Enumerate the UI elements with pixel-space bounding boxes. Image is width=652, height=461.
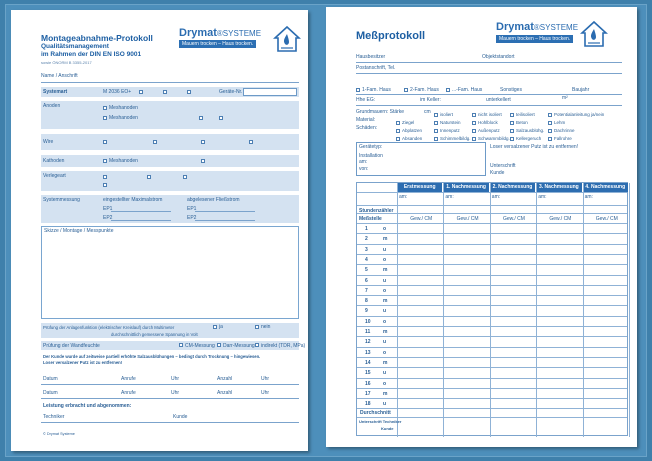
row-position: o	[383, 349, 387, 356]
material-checkbox-2[interactable]	[510, 113, 514, 117]
label-schaeden: Schäden:	[356, 125, 378, 131]
label-darr-messung: Darr-Messung	[223, 343, 255, 349]
row-number: 9	[365, 308, 368, 315]
col-am-3: am:	[538, 194, 547, 200]
anoden-checkbox-2[interactable]	[103, 116, 107, 120]
table-header-line	[357, 213, 627, 214]
label-kunde-row: Kunde	[381, 426, 394, 432]
table-row	[357, 316, 627, 317]
fam2-checkbox[interactable]	[404, 88, 408, 92]
table-row	[357, 244, 627, 245]
anoden-checkbox-1[interactable]	[103, 106, 107, 110]
material-label-15: Schimmelbildg.	[440, 136, 471, 141]
material-label-17: Kellergeruch	[516, 136, 542, 141]
material-checkbox-9[interactable]	[396, 129, 400, 133]
material-checkbox-11[interactable]	[472, 129, 476, 133]
label-opt2: 2-Fam. Haus	[410, 87, 439, 93]
label-hausbesitzer: Hausbesitzer	[356, 54, 386, 60]
table-header-line	[357, 205, 627, 206]
table-row	[357, 398, 627, 399]
row-position: u	[383, 277, 387, 284]
label-hoehe-eg: Hhe EG:	[356, 97, 376, 103]
datum-line-2	[41, 398, 299, 399]
kunde-hinweis-2: Loser versalzener Putz ist zu entfernen!	[43, 360, 123, 365]
right-logo-brand: Drymat	[496, 21, 534, 33]
right-logo	[496, 21, 578, 33]
left-title: Montageabnahme-Protokoll	[41, 33, 153, 43]
label-kunde-left: Kunde	[173, 414, 188, 420]
measurement-table	[356, 182, 628, 436]
left-logo-slogan: Mauern trocken – Haus trocken.	[179, 40, 256, 48]
material-label-11: Außenputz	[478, 128, 500, 133]
kathoden-checkbox-1[interactable]	[103, 159, 107, 163]
table-row	[357, 275, 627, 276]
material-label-10: Innenputz	[440, 128, 460, 133]
left-logo-systeme: ®SYSTEME	[216, 29, 262, 38]
wire-checkbox-3[interactable]	[201, 140, 205, 144]
label-durchschnitt: durchschnittlich gemessene Spannung in Volt	[111, 332, 198, 337]
label-meshanoden-2: Meshanoden	[109, 115, 138, 121]
label-techniker: Techniker	[43, 414, 65, 420]
col-gewcm-4: Gew./ CM	[595, 216, 618, 222]
material-label-0: isoliert	[440, 112, 454, 117]
label-m2: m²	[562, 95, 568, 101]
verlegeart-checkbox-4[interactable]	[103, 183, 107, 187]
row-position: o	[383, 380, 387, 387]
kathoden-checkbox-2[interactable]	[201, 159, 205, 163]
skizze-box[interactable]	[41, 226, 299, 319]
row-number: 18	[365, 401, 371, 408]
label-ep2-left: EP2	[103, 215, 113, 221]
row-number: 13	[365, 349, 371, 356]
col-am-4: am:	[584, 194, 593, 200]
indirekt-checkbox[interactable]	[255, 343, 259, 347]
label-anzahl-2: Anzahl	[217, 390, 233, 396]
col-am-1: am:	[445, 194, 454, 200]
material-checkbox-12[interactable]	[510, 129, 514, 133]
material-checkbox-16[interactable]	[472, 137, 476, 141]
montage-protocol-sheet	[11, 10, 308, 451]
material-checkbox-3[interactable]	[548, 113, 552, 117]
name-address-line	[41, 82, 299, 83]
anoden-checkbox-3[interactable]	[199, 116, 203, 120]
pruefung1-ja-checkbox[interactable]	[213, 325, 217, 329]
label-postanschrift: Postanschrift, Tel.	[356, 65, 396, 71]
col-am-2: am:	[491, 194, 501, 200]
material-checkbox-6[interactable]	[472, 121, 476, 125]
table-row	[357, 305, 627, 306]
material-checkbox-4[interactable]	[396, 121, 400, 125]
col-gewcm-2: Gew./ CM	[503, 216, 525, 222]
fam1-checkbox[interactable]	[356, 88, 360, 92]
row-position: o	[383, 256, 387, 263]
table-row	[357, 264, 627, 265]
row-number: 5	[365, 267, 368, 274]
wire-band	[41, 134, 299, 150]
ep2-left-line	[111, 220, 171, 221]
material-label-6: Hohlblock	[478, 120, 498, 125]
material-checkbox-5[interactable]	[434, 121, 438, 125]
col-gewcm-1: Gew./ CM	[456, 216, 479, 222]
material-label-14: Absanden	[402, 136, 423, 141]
label-stundenzaehler: Stundenzähler	[359, 208, 394, 214]
col-am-0: am:	[399, 194, 408, 200]
left-footer: © Drymat Systeme	[43, 432, 75, 436]
label-anoden: Anoden	[43, 103, 61, 109]
material-label-3: Potentialanleitung ja/nein	[554, 112, 605, 117]
hausbesitzer-line	[356, 62, 622, 63]
material-label-12: Salzausblühg.	[516, 128, 545, 133]
label-pruefung1: Prüfung der Anlagenfunktion (elektrischer Kreislauf) durch Multimeter	[43, 325, 175, 330]
row-number: 11	[365, 329, 371, 335]
systemart-checkbox-2[interactable]	[163, 90, 167, 94]
label-datum-2: Datum	[43, 390, 58, 396]
label-messstelle: Meßstelle	[359, 216, 382, 222]
row-number: 4	[365, 256, 368, 263]
label-systemart: Systemart	[43, 89, 68, 95]
row-number: 3	[365, 246, 368, 253]
material-label-9: Abplatzen	[402, 128, 423, 133]
ep1-right-line	[195, 211, 255, 212]
hoehe-line	[356, 105, 622, 106]
row-number: 12	[365, 339, 371, 346]
anoden-band	[41, 101, 299, 129]
label-durchschnitt-row: Durchschnitt	[360, 410, 391, 417]
label-kunde-right: Kunde	[490, 170, 505, 176]
systemart-checkbox-3[interactable]	[187, 90, 191, 94]
material-checkbox-17[interactable]	[510, 137, 514, 141]
wire-checkbox-2[interactable]	[153, 140, 157, 144]
house-type-line	[356, 94, 622, 95]
row-position: u	[383, 370, 387, 377]
label-skizze: Skizze / Montage / Messpunkte	[44, 228, 114, 234]
label-nein: nein	[261, 324, 271, 330]
label-material: Material:	[356, 117, 376, 123]
cm-messung-checkbox[interactable]	[179, 343, 183, 347]
row-number: 6	[365, 277, 368, 284]
material-label-1: nicht isoliert	[478, 112, 502, 117]
material-checkbox-0[interactable]	[434, 113, 438, 117]
label-ep1-left: EP1	[103, 206, 113, 212]
row-number: 2	[365, 236, 368, 243]
label-am: am:	[359, 159, 368, 165]
table-row	[357, 347, 627, 348]
material-checkbox-15[interactable]	[434, 137, 438, 141]
col-header-0: Erstmessung	[397, 183, 442, 192]
label-anrufe-1: Anrufe	[121, 376, 136, 382]
wire-checkbox-4[interactable]	[249, 140, 253, 144]
label-name-address: Name / Anschrift	[41, 73, 78, 79]
label-im-keller: im Keller:	[420, 97, 441, 103]
right-logo-systeme: ®SYSTEME	[533, 23, 579, 32]
table-row	[357, 388, 627, 389]
col-gewcm-3: Gew./ CM	[549, 216, 572, 222]
row-position: o	[383, 318, 387, 325]
label-installation: Installation	[359, 153, 383, 159]
row-number: 17	[365, 390, 371, 397]
col-gewcm-0: Gew./ CM	[410, 216, 433, 222]
label-geraete-nr: Geräte-Nr.	[219, 89, 243, 95]
material-checkbox-18[interactable]	[548, 137, 552, 141]
left-subtitle-2: im Rahmen der DIN EN ISO 9001	[41, 51, 142, 58]
label-anzahl-1: Anzahl	[217, 376, 233, 382]
label-uhr-2: Uhr	[171, 390, 180, 396]
systemart-checkbox-1[interactable]	[139, 90, 143, 94]
row-number: 15	[365, 370, 371, 377]
label-geraetetyp: Gerätetyp:	[359, 144, 383, 150]
material-checkbox-10[interactable]	[434, 129, 438, 133]
label-cm: cm	[424, 109, 431, 115]
label-opt1: 1-Fam. Haus	[362, 87, 391, 93]
row-number: 8	[365, 298, 368, 305]
col-header-3: 3. Nachmessung	[536, 183, 581, 192]
table-header-line	[357, 192, 627, 193]
kathoden-band	[41, 155, 299, 167]
table-row	[357, 408, 627, 409]
table-row	[357, 336, 627, 337]
material-checkbox-7[interactable]	[510, 121, 514, 125]
table-row	[357, 285, 627, 286]
table-row	[357, 378, 627, 379]
label-verlegeart: Verlegeart	[43, 173, 66, 179]
label-unterschrift-techniker: Unterschrift Techniker	[359, 419, 402, 425]
datum-line-1	[41, 384, 299, 385]
label-ep1-right: EP1	[187, 206, 197, 212]
label-sonstiges: Sonstiges	[500, 87, 522, 93]
ep1-left-line	[111, 211, 171, 212]
row-position: o	[383, 226, 387, 232]
label-ja: ja	[219, 324, 223, 330]
left-subtitle-1: Qualitätsmanagement	[41, 43, 109, 50]
row-position: m	[383, 359, 388, 366]
row-position: u	[383, 401, 387, 408]
right-logo-slogan: Mauern trocken – Haus trocken.	[496, 35, 573, 43]
label-anrufe-2: Anrufe	[121, 390, 136, 396]
label-loser: Loser versalzener Putz ist zu entfernen!	[490, 144, 579, 150]
left-logo	[179, 27, 261, 39]
kunde-hinweis-1: Der Kunde wurde auf zeitweise partiell erhöhte Salzausblühungen – bedingt durch Trocknung – hingewiesen.	[43, 354, 261, 359]
messprotokoll-sheet	[326, 7, 637, 447]
material-checkbox-14[interactable]	[396, 137, 400, 141]
row-position: m	[383, 329, 388, 335]
verlegeart-checkbox-2[interactable]	[147, 175, 151, 179]
label-kathoden-mesh: Meshanoden	[109, 158, 138, 164]
label-unterschrift: Unterschrift	[490, 163, 516, 169]
row-number: 7	[365, 287, 368, 294]
row-position: o	[383, 287, 387, 294]
table-row	[357, 417, 627, 418]
label-unterkellert: unterkellert	[486, 97, 511, 103]
left-logo-brand: Drymat	[179, 27, 217, 39]
material-checkbox-1[interactable]	[472, 113, 476, 117]
material-label-18: Fallrohre	[554, 136, 572, 141]
house-logo-icon-right	[580, 19, 608, 49]
material-label-5: Naturstein	[440, 120, 461, 125]
wire-checkbox-1[interactable]	[103, 140, 107, 144]
material-label-8: Lehm	[554, 120, 566, 125]
row-number: 1	[365, 226, 368, 232]
row-number: 16	[365, 380, 371, 387]
label-ep2-right: EP2	[187, 215, 197, 221]
signature-line	[41, 422, 299, 423]
label-pruefung2: Prüfung der Wandfeuchte	[43, 343, 100, 349]
left-subtitle-3: sowie ÖNORM B 3355-2017	[41, 60, 92, 65]
label-cm-messung: CM-Messung	[185, 343, 215, 349]
table-row	[357, 254, 627, 255]
material-checkbox-8[interactable]	[548, 121, 552, 125]
ep2-right-line	[195, 220, 255, 221]
darr-messung-checkbox[interactable]	[217, 343, 221, 347]
material-label-2: teilisoliert	[516, 112, 535, 117]
geraete-nr-field[interactable]	[243, 88, 297, 96]
label-uhr-1: Uhr	[171, 376, 180, 382]
postanschrift-line	[356, 73, 622, 74]
row-number: 10	[365, 318, 371, 325]
verlegeart-checkbox-3[interactable]	[183, 175, 187, 179]
col-header-2: 2. Nachmessung	[490, 183, 535, 192]
row-position: m	[383, 236, 388, 243]
label-leistung: Leistung erbracht und abgenommen:	[43, 403, 132, 409]
table-row	[357, 233, 627, 234]
verlegeart-checkbox-1[interactable]	[103, 175, 107, 179]
table-row	[357, 367, 627, 368]
label-uhr-1b: Uhr	[261, 376, 270, 382]
material-label-4: Ziegel	[402, 120, 415, 125]
row-position: m	[383, 390, 388, 397]
col-divider	[629, 183, 630, 437]
col-header-1: 1. Nachmessung	[443, 183, 488, 192]
label-grundmauern: Grundmauern: Stärke	[356, 109, 405, 115]
row-position: u	[383, 246, 387, 253]
label-datum-1: Datum	[43, 376, 58, 382]
famn-checkbox[interactable]	[446, 88, 450, 92]
label-meshanoden: Meshanoden	[109, 105, 138, 111]
row-position: u	[383, 308, 387, 315]
label-baujahr: Baujahr	[572, 87, 590, 93]
pruefung1-nein-checkbox[interactable]	[255, 325, 259, 329]
verlegeart-band	[41, 171, 299, 191]
material-label-7: Beton	[516, 120, 528, 125]
anoden-checkbox-4[interactable]	[219, 116, 223, 120]
right-title: Meßprotokoll	[356, 30, 426, 42]
table-row	[357, 295, 627, 296]
label-systemmessung: Systemmessung	[43, 197, 80, 203]
table-header-line	[357, 223, 627, 224]
material-label-16: Schwammbildg.	[478, 136, 510, 141]
row-number: 14	[365, 359, 371, 366]
row-position: m	[383, 298, 388, 305]
table-row	[357, 326, 627, 327]
label-eingestellter: eingestellter Maximalstrom	[103, 197, 163, 203]
label-wire: Wire	[43, 139, 54, 145]
row-position: m	[383, 267, 388, 274]
label-indirekt: indirekt (TDR, MPa)	[261, 343, 306, 349]
systemart-value: M 2036 EO+	[103, 89, 132, 95]
table-row	[357, 357, 627, 358]
label-uhr-2b: Uhr	[261, 390, 270, 396]
house-logo-icon	[273, 24, 301, 54]
label-opt3: ...-Fam. Haus	[452, 87, 483, 93]
label-von: von:	[359, 166, 369, 172]
col-header-4: 4. Nachmessung	[583, 183, 628, 192]
label-kathoden: Kathoden	[43, 158, 65, 164]
material-label-13: Dachrinne	[554, 128, 575, 133]
label-objektstandort: Objektstandort	[482, 54, 515, 60]
row-position: u	[383, 339, 387, 346]
label-abgelesener: abgelesener Fließstrom	[187, 197, 240, 203]
material-checkbox-13[interactable]	[548, 129, 552, 133]
